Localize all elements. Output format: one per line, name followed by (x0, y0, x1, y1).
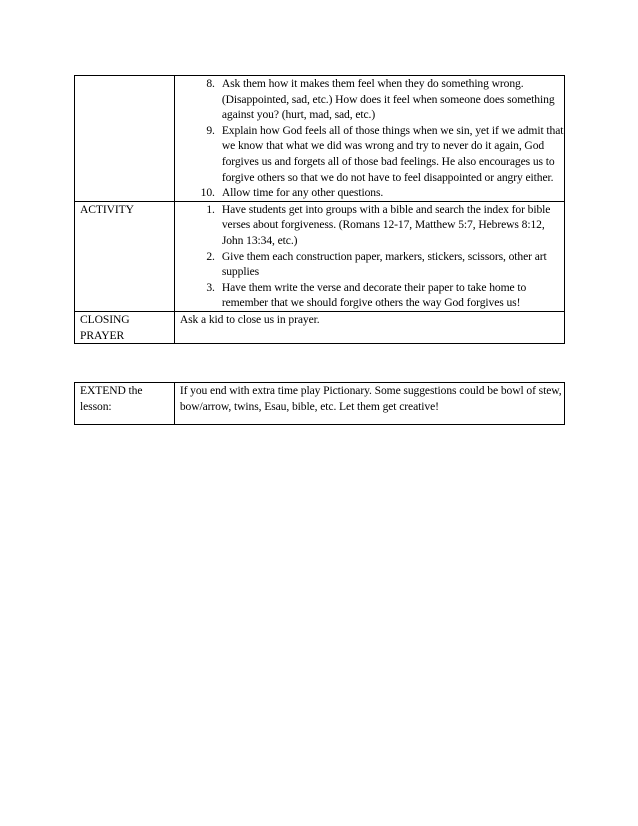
list-item (180, 76, 564, 123)
discussion-row (75, 76, 565, 202)
list-item (180, 123, 564, 185)
item-number: 10. (200, 186, 215, 200)
activity-list (180, 202, 564, 311)
activity-content-cell (174, 201, 564, 311)
activity-row (75, 201, 565, 311)
extend-text: If you end with extra time play Pictionary. Some suggestions could be bowl of stew, bow/arrow, twins, Esau, bible, etc. Let them get creative! (174, 383, 564, 425)
discussion-content-cell (174, 76, 564, 202)
item-number: 2. (206, 249, 215, 263)
item-number: 3. (206, 280, 215, 294)
item-text: Explain how God feels all of those things when we sin, yet if we admit that we know that what we did was wrong and try to never do it again, God forgives us and forgets all of those bad feelings. He also encourages us to forgive others so that we do not have to feel disappointed or angry either. (221, 123, 564, 184)
item-text: Give them each construction paper, markers, stickers, scissors, other art supplies (221, 249, 547, 279)
item-text: Have students get into groups with a bible and search the index for bible verses about forgiveness. (Romans 12-17, Matthew 5:7, Hebrews 8:12, John 13:34, etc.) (221, 202, 551, 247)
list-item (180, 249, 564, 280)
closing-prayer-label: CLOSING PRAYER (75, 311, 175, 343)
item-number: 9. (206, 123, 215, 137)
item-text: Allow time for any other questions. (221, 186, 384, 200)
item-number: 8. (206, 77, 215, 90)
list-item (180, 202, 564, 249)
closing-prayer-text: Ask a kid to close us in prayer. (174, 311, 564, 343)
lesson-plan-table (74, 75, 565, 344)
item-text: Ask them how it makes them feel when they do something wrong. (Disappointed, sad, etc.) How does it feel when someone does something against you? (hurt, mad, sad, etc.) (221, 77, 555, 122)
extend-row (75, 383, 565, 425)
list-item (180, 185, 564, 201)
item-number: 1. (206, 202, 215, 216)
discussion-label-cell (75, 76, 175, 202)
item-text: Have them write the verse and decorate their paper to take home to remember that we should forgive others the way God forgives us! (221, 280, 527, 310)
activity-label: ACTIVITY (75, 201, 175, 311)
closing-prayer-row (75, 311, 565, 343)
extend-lesson-table (74, 382, 565, 425)
extend-label: EXTEND the lesson: (75, 383, 175, 425)
discussion-list (180, 76, 564, 201)
list-item (180, 280, 564, 311)
